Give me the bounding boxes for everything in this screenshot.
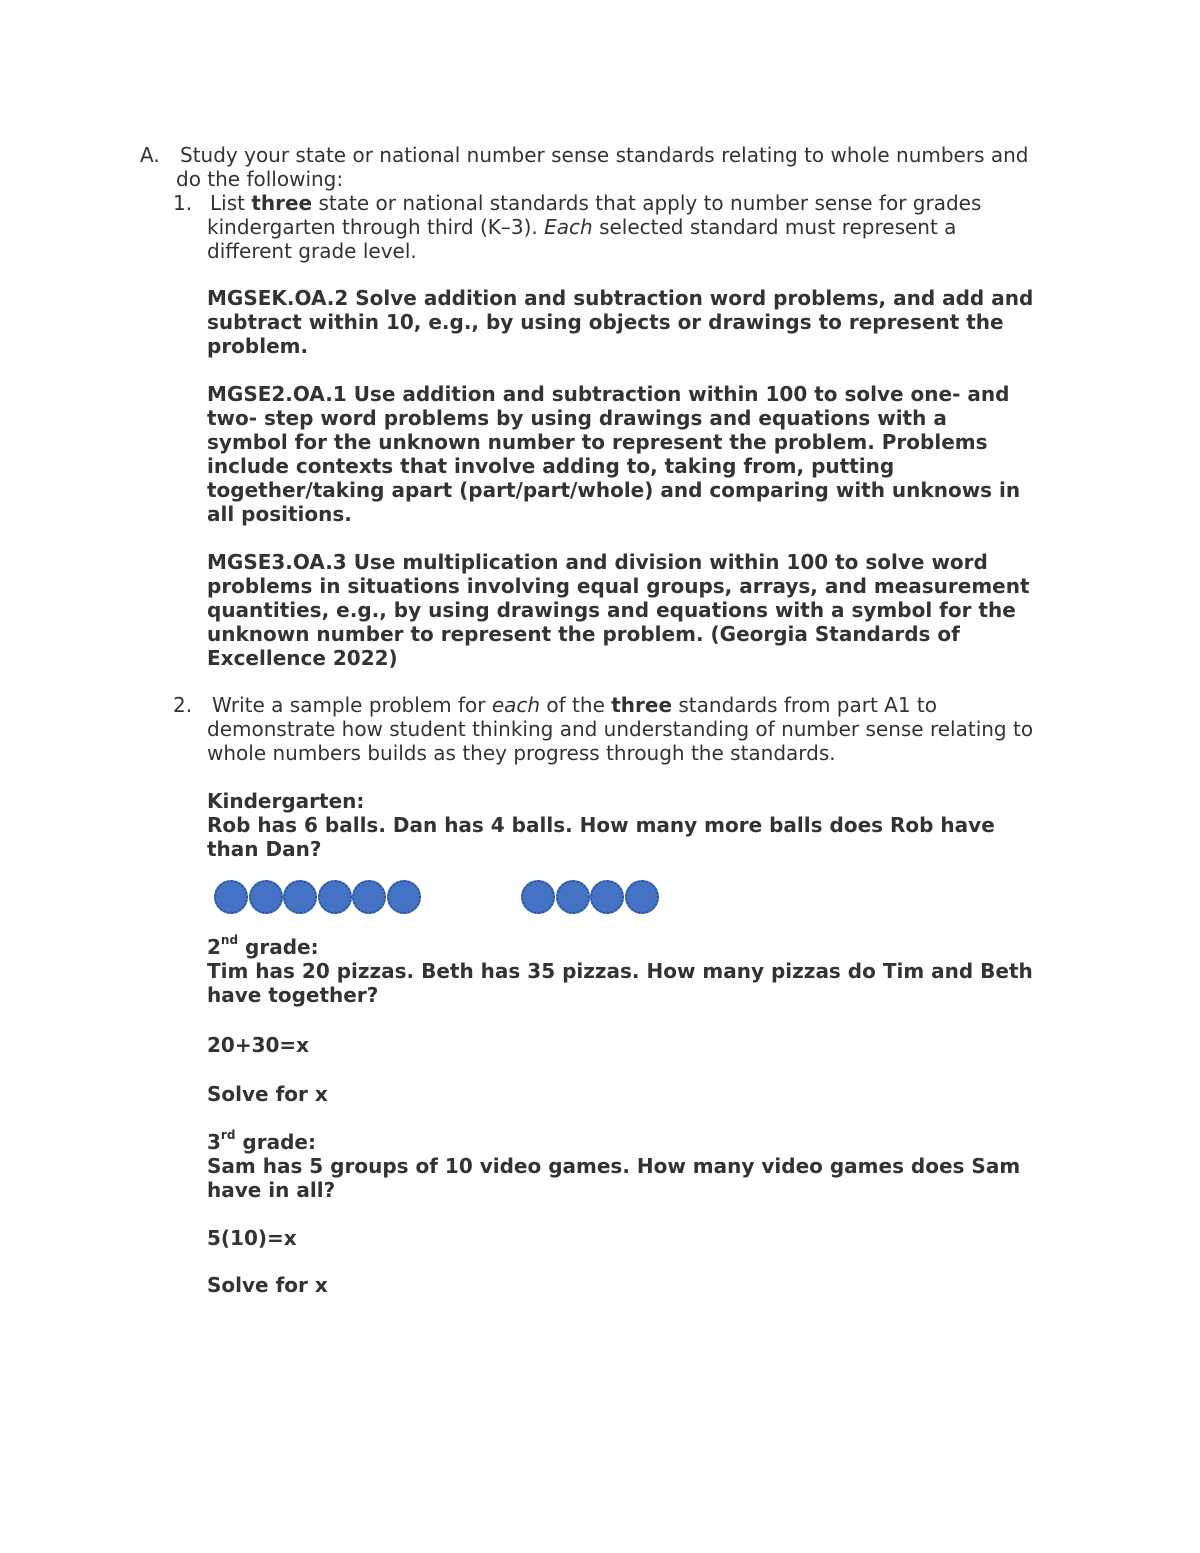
grade2-problem-line2: have together? (207, 983, 379, 1007)
item2-line2: demonstrate how student thinking and understanding of number sense relating to (207, 717, 1034, 741)
ball (387, 880, 421, 914)
part-a-intro-line1: Study your state or national number sense standards relating to whole numbers and (180, 143, 1029, 167)
standard-line: problem. (207, 334, 309, 358)
item2-line1-italic: each (491, 693, 541, 717)
standard-line: two- step word problems by using drawings and equations with a (207, 406, 947, 430)
item2-line1-text-a: Write a sample problem for (212, 693, 492, 717)
item1-line2-italic: Each (544, 215, 593, 239)
item2-marker: 2. (173, 693, 193, 717)
ball (556, 880, 590, 914)
grade3-heading (207, 1130, 316, 1154)
item1-line2-text-b: selected standard must represent a (592, 215, 957, 239)
grade2-heading-rest: grade: (238, 935, 319, 959)
ball (590, 880, 624, 914)
grade3-equation: 5(10)=x (207, 1226, 297, 1250)
grade2-heading (207, 935, 319, 959)
part-a-marker: A. (140, 143, 160, 167)
item1-line1-bold: three (251, 191, 313, 215)
standard-line: MGSE3.OA.3 Use multiplication and division within 100 to solve word (207, 550, 988, 574)
grade2-heading-num: 2 (207, 935, 221, 959)
standard-line: quantities, e.g., by using drawings and equations with a symbol for the (207, 598, 1016, 622)
ball (283, 880, 317, 914)
grade2-solve: Solve for x (207, 1082, 328, 1106)
standard-line: MGSE2.OA.1 Use addition and subtraction within 100 to solve one- and (207, 382, 1010, 406)
standard-line: Excellence 2022) (207, 646, 398, 670)
item2-line3: whole numbers builds as they progress through the standards. (207, 741, 836, 765)
kindergarten-heading: Kindergarten: (207, 789, 365, 813)
grade3-problem-line2: have in all? (207, 1178, 336, 1202)
standard-line: all positions. (207, 502, 352, 526)
grade3-heading-sup: rd (220, 1128, 236, 1143)
grade2-equation: 20+30=x (207, 1033, 310, 1057)
item1-line1-text-a: List (210, 191, 252, 215)
item1-line2-text-a: kindergarten through third (K–3). (207, 215, 545, 239)
ball (521, 880, 555, 914)
grade2-problem-line1: Tim has 20 pizzas. Beth has 35 pizzas. How many pizzas do Tim and Beth (207, 959, 1033, 983)
kindergarten-problem-line1: Rob has 6 balls. Dan has 4 balls. How many more balls does Rob have (207, 813, 995, 837)
grade3-heading-num: 3 (207, 1130, 221, 1154)
ball (249, 880, 283, 914)
standard-line: include contexts that involve adding to, taking from, putting (207, 454, 895, 478)
grade3-problem-line1: Sam has 5 groups of 10 video games. How many video games does Sam (207, 1154, 1021, 1178)
grade2-heading-sup: nd (220, 933, 239, 948)
item1-line3: different grade level. (207, 239, 417, 263)
ball (214, 880, 248, 914)
item2-line1-text-c: standards from part A1 to (672, 693, 937, 717)
item1-marker: 1. (173, 191, 193, 215)
item2-line1 (212, 693, 937, 717)
ball (318, 880, 352, 914)
item2-line1-bold: three (611, 693, 673, 717)
part-a-intro-line2: do the following: (176, 167, 344, 191)
item2-line1-text-b: of the (540, 693, 612, 717)
item1-line1 (210, 191, 981, 215)
standard-line: subtract within 10, e.g., by using objects or drawings to represent the (207, 310, 1004, 334)
standard-line: unknown number to represent the problem. (Georgia Standards of (207, 622, 960, 646)
standard-line: MGSEK.OA.2 Solve addition and subtraction word problems, and add and (207, 286, 1034, 310)
grade3-solve: Solve for x (207, 1273, 328, 1297)
standard-line: symbol for the unknown number to represent the problem. Problems (207, 430, 988, 454)
ball (625, 880, 659, 914)
kindergarten-problem-line2: than Dan? (207, 837, 322, 861)
item1-line1-text-b: state or national standards that apply to number sense for grades (312, 191, 982, 215)
ball (352, 880, 386, 914)
grade3-heading-rest: grade: (235, 1130, 316, 1154)
standard-line: problems in situations involving equal groups, arrays, and measurement (207, 574, 1030, 598)
item1-line2 (207, 215, 956, 239)
standard-line: together/taking apart (part/part/whole) and comparing with unknows in (207, 478, 1021, 502)
